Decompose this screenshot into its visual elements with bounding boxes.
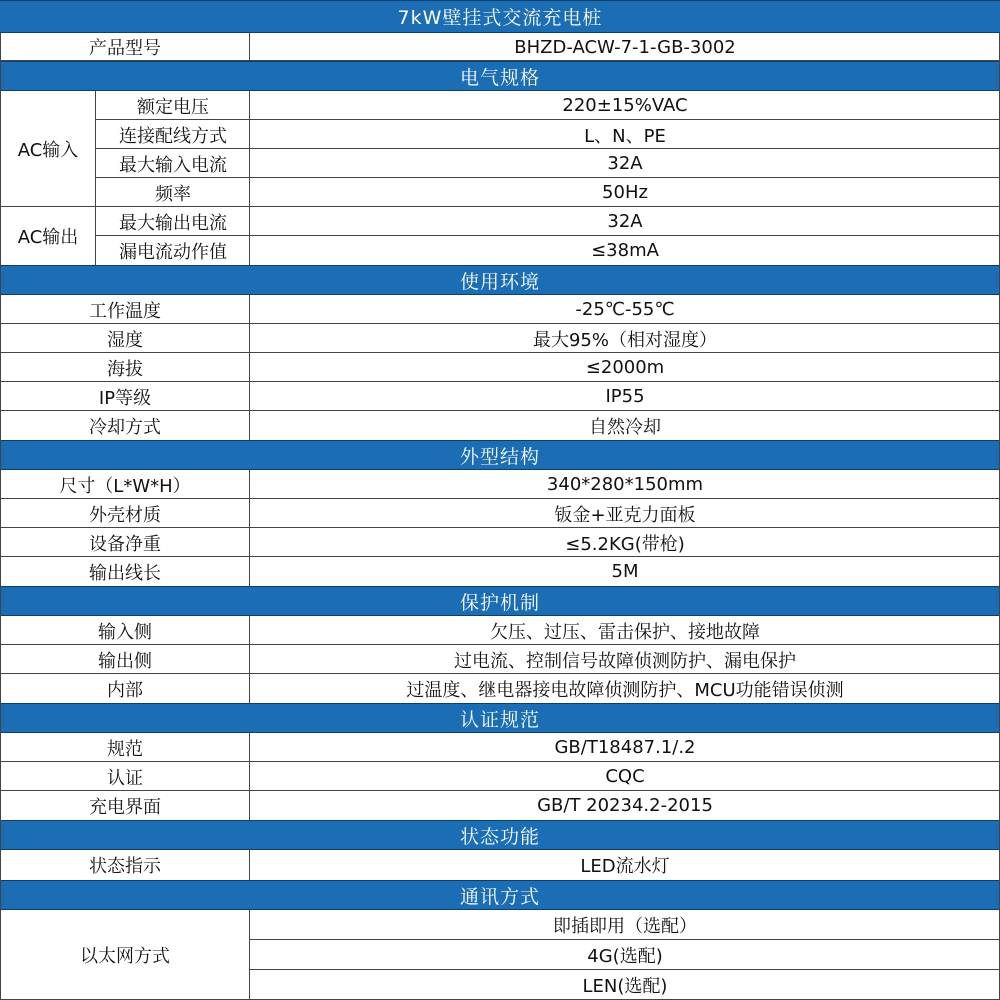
spec-value: ≤2000m <box>250 353 1000 382</box>
spec-label: 海拔 <box>0 353 250 382</box>
spec-value: L、N、PE <box>250 120 1000 149</box>
grid-line <box>0 33 1 1000</box>
spec-label: 内部 <box>0 674 250 703</box>
grid-line <box>0 761 1000 762</box>
spec-value: 自然冷却 <box>250 411 1000 440</box>
grid-line <box>249 616 250 703</box>
grid-line <box>250 969 1000 970</box>
spec-label: 输出侧 <box>0 645 250 674</box>
grid-line <box>95 91 96 265</box>
grid-line <box>0 556 1000 557</box>
grid-line <box>0 790 1000 791</box>
spec-value: 即插即用（选配） <box>250 910 1000 940</box>
spec-value: IP55 <box>250 382 1000 411</box>
section-title-environment: 使用环境 <box>459 270 540 293</box>
grid-line <box>0 673 1000 674</box>
spec-value: 32A <box>250 149 1000 178</box>
section-title-protection: 保护机制 <box>459 591 540 614</box>
spec-value: GB/T18487.1/.2 <box>250 733 1000 762</box>
spec-label: 规范 <box>0 733 250 762</box>
spec-value: 过电流、控制信号故障侦测防护、漏电保护 <box>250 645 1000 674</box>
section-title-certification: 认证规范 <box>459 708 540 731</box>
spec-label: 额定电压 <box>96 91 250 120</box>
spec-value: -25℃-55℃ <box>250 295 1000 324</box>
grid-line <box>249 910 250 1000</box>
spec-value: 5M <box>250 557 1000 586</box>
group-ac-input: AC输入 <box>0 91 96 207</box>
spec-label: 设备净重 <box>0 528 250 557</box>
spec-label: 状态指示 <box>0 850 250 880</box>
section-title-structure: 外型结构 <box>459 445 540 468</box>
spec-label: 最大输出电流 <box>96 207 250 236</box>
spec-value: 过温度、继电器接电故障侦测防护、MCU功能错误侦测 <box>250 674 1000 703</box>
section-title-status: 状态功能 <box>459 825 540 848</box>
grid-line <box>0 60 1000 61</box>
grid-line <box>96 177 1000 178</box>
section-header-protection <box>0 586 1000 616</box>
grid-line <box>249 91 250 265</box>
spec-value: ≤38mA <box>250 236 1000 265</box>
grid-line <box>250 939 1000 940</box>
grid-line <box>0 498 1000 499</box>
spec-value: CQC <box>250 762 1000 791</box>
section-header-electrical <box>0 61 1000 91</box>
section-title-communication: 通讯方式 <box>459 885 540 908</box>
spec-label: 湿度 <box>0 324 250 353</box>
spec-value: 220±15%VAC <box>250 91 1000 120</box>
spec-label: 外壳材质 <box>0 499 250 528</box>
grid-line <box>249 470 250 586</box>
section-header-structure <box>0 440 1000 470</box>
model-label: 产品型号 <box>0 33 250 61</box>
section-header-environment <box>0 265 1000 295</box>
grid-line <box>96 119 1000 120</box>
spec-label: 漏电流动作值 <box>96 236 250 265</box>
spec-value: LED流水灯 <box>250 850 1000 880</box>
title-bar <box>0 0 1000 33</box>
group-ethernet: 以太网方式 <box>0 910 250 1000</box>
spec-value: 340*280*150mm <box>250 470 1000 499</box>
grid-line <box>0 323 1000 324</box>
spec-value: 钣金+亚克力面板 <box>250 499 1000 528</box>
spec-label: 频率 <box>96 178 250 207</box>
grid-line <box>0 644 1000 645</box>
grid-line <box>249 733 250 820</box>
grid-line <box>0 352 1000 353</box>
model-value: BHZD-ACW-7-1-GB-3002 <box>250 33 1000 61</box>
spec-label: 尺寸（L*W*H） <box>0 470 250 499</box>
grid-line <box>96 148 1000 149</box>
spec-label: 冷却方式 <box>0 411 250 440</box>
spec-label: 工作温度 <box>0 295 250 324</box>
grid-line <box>0 206 1000 207</box>
spec-value: 32A <box>250 207 1000 236</box>
spec-label: 充电界面 <box>0 791 250 820</box>
page-title: 7kW壁挂式交流充电桩 <box>397 7 603 29</box>
grid-line <box>0 410 1000 411</box>
spec-label: 认证 <box>0 762 250 791</box>
grid-line <box>249 850 250 880</box>
section-header-communication <box>0 880 1000 910</box>
grid-line <box>249 295 250 440</box>
spec-label: 输出线长 <box>0 557 250 586</box>
grid-line <box>0 381 1000 382</box>
grid-line <box>0 527 1000 528</box>
spec-label: 输入侧 <box>0 616 250 645</box>
spec-value: 最大95%（相对湿度） <box>250 324 1000 353</box>
section-header-certification <box>0 703 1000 733</box>
grid-line <box>249 33 250 61</box>
section-title-electrical: 电气规格 <box>459 66 540 89</box>
spec-value: ≤5.2KG(带枪) <box>250 528 1000 557</box>
spec-value: LEN(选配) <box>250 970 1000 1000</box>
section-header-status <box>0 820 1000 850</box>
spec-value: GB/T 20234.2-2015 <box>250 791 1000 820</box>
spec-label: 连接配线方式 <box>96 120 250 149</box>
spec-label: 最大输入电流 <box>96 149 250 178</box>
spec-value: 50Hz <box>250 178 1000 207</box>
spec-value: 欠压、过压、雷击保护、接地故障 <box>250 616 1000 645</box>
grid-line <box>96 235 1000 236</box>
spec-label: IP等级 <box>0 382 250 411</box>
group-ac-output: AC输出 <box>0 207 96 265</box>
spec-value: 4G(选配) <box>250 940 1000 970</box>
